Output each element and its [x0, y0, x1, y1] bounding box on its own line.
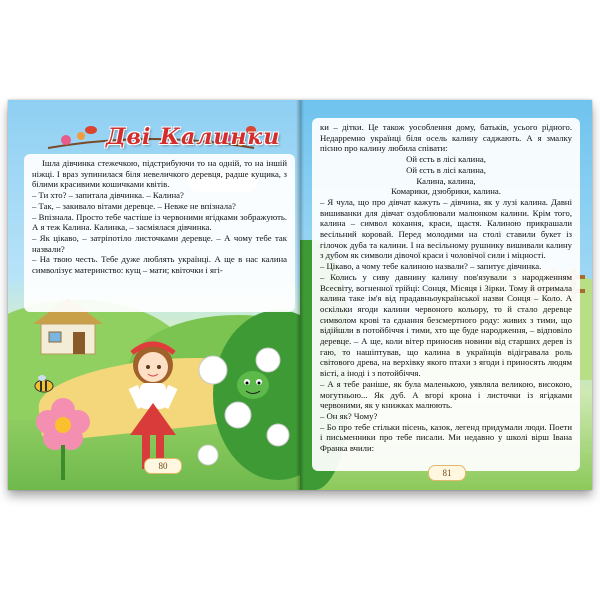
paragraph: – Так, – закивало вітами деревце. – Невже не впізнала?: [32, 200, 236, 211]
verse-line: Ой єсть в лісі калина,: [406, 164, 486, 175]
open-book: [8, 100, 592, 490]
title-banner: [46, 118, 281, 154]
paragraph: – Колись у сиву давнину калину пов'язували з народженням Всесвіту, вогненної трійці: Сонця, Місяця і Зірки. Тому й отримала калина таке ім'я від прадавньоукраїнської назви Сонця – Коло. А оскільки ягоди калини червоного кольору, то й стало деревце символом крові та єднання безсмертного роду: живих з тими, що відійшли в потойбіччя і тими, хто ще буде народження, – відповіло деревце. – А ще, коли вітер приносив новини від старших дерев із гаю, то нашіптував, що калина в українців відігравала роль світового древа, на верхівку якого птахи з ягоди і приносять людям вісті, а іноді і з потойбіччя.: [320, 271, 572, 379]
paragraph: ки – дітки. Це також уособлення дому, батьків, усього рідного. Недарремно українці біля осель калину саджають. А я змалку пісню про калину любила співати:: [320, 122, 572, 154]
book-spine: [296, 100, 304, 490]
paragraph: – Як цікаво, – затріпотіло листочками деревце. – А чому тебе так назвали?: [32, 232, 287, 254]
paragraph: – Впізнала. Просто тебе частіше із червоними ягідками зображують. А я теж Калина. Калинка, – засміялася дівчинка.: [32, 211, 287, 233]
paragraph: – А я тебе раніше, як була маленькою, уявляла великою, високою, могутньою... Як дуб. А вгорі крона і листочки із ягідками червоними, як у книжках малюють.: [320, 378, 572, 411]
right-page: [300, 100, 592, 490]
page-number: 81: [428, 465, 466, 481]
verse-line: Комарики, дзюбрики, калина.: [391, 186, 501, 197]
left-page: [8, 100, 300, 490]
right-text-panel: [312, 118, 580, 471]
page-title: Дві Калинки: [106, 124, 281, 150]
bee-icon: [33, 375, 55, 393]
paragraph: – На твою честь. Тебе дуже люблять українці. А ще в нас калина символізує материнство: кущ – мати; квіточки і ягі-: [32, 254, 287, 276]
paragraph: – Цікаво, а чому тебе калиною назвали? – запитує дівчинка.: [320, 261, 542, 272]
left-text-panel: [24, 154, 295, 312]
paragraph: Ішла дівчинка стежечкою, підстрибуючи то на одній, то на іншій ніжці. І враз зупинилася біля невеличкого деревця, радше кущика, з білими красивими кошичками квітів.: [32, 158, 287, 190]
verse-line: Ой єсть в лісі калина,: [406, 154, 486, 165]
paragraph: – Бо про тебе стільки пісень, казок, легенд придумали люди. Поети і письменники про тебе писали. Ми недавно у школі вірш Івана Франка вчили:: [320, 421, 572, 454]
page-number: 80: [144, 458, 182, 474]
verse-line: Калина, калина,: [416, 175, 476, 186]
paragraph: – Ти хто? – запитала дівчинка. – Калина?: [32, 190, 184, 201]
paragraph: – Он як? Чому?: [320, 410, 378, 421]
paragraph: – Я чула, що про дівчат кажуть – дівчина, як у лузі калина. Давні вишиванки для дівчат оздоблювали малюнком калини. Крім того, калина – символ кохання, краси, щастя. Калиною прикрашали весільний коровай. Перед молодими на столі ставили букет із гілочок дуба та калини. І на весільному рушнику вишивали калину з дубом як символи дівочої краси і чоловічої сили і міцності.: [320, 196, 572, 261]
pink-flower-icon: [28, 390, 98, 480]
